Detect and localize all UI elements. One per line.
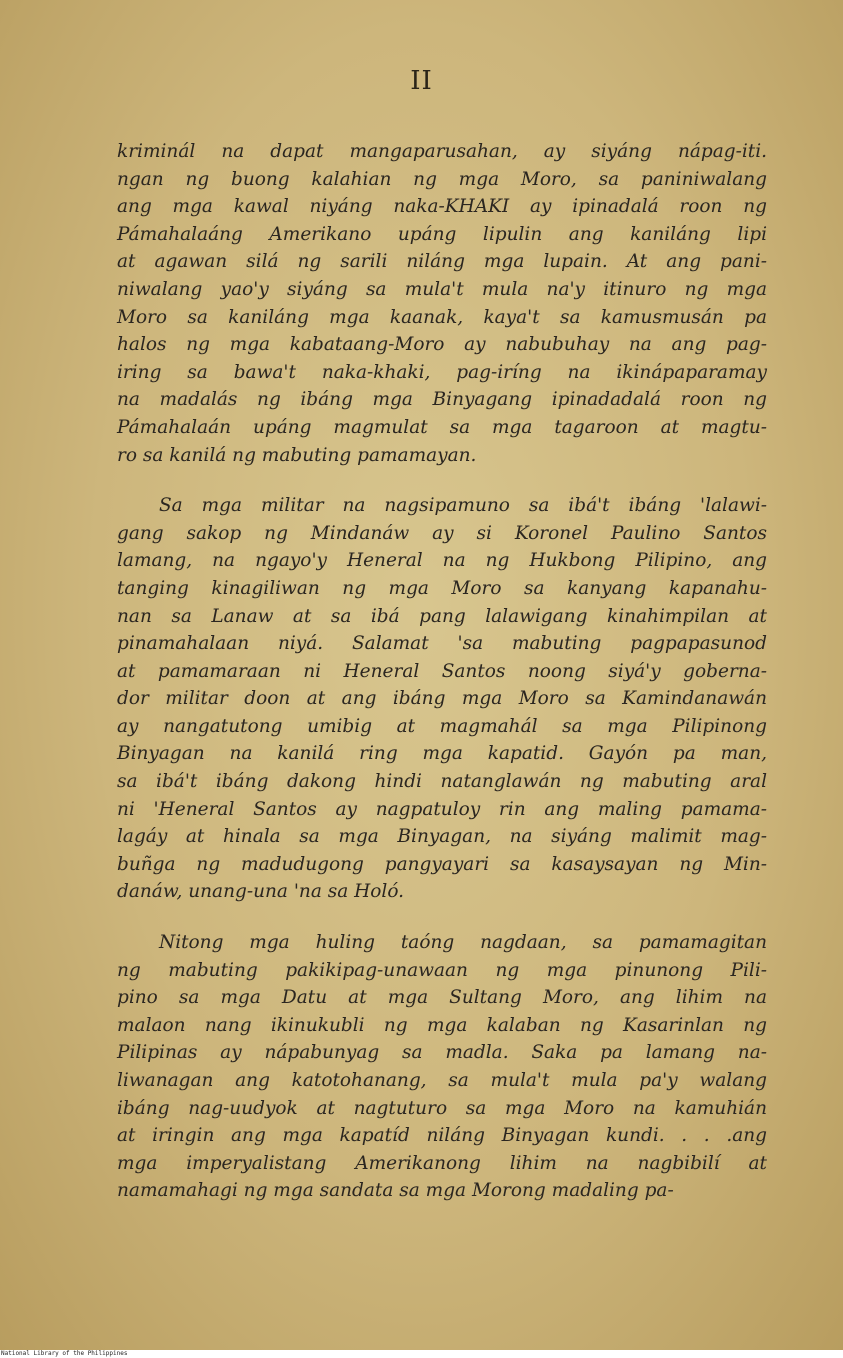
text-line: danáw, unang-una 'na sa Holó. [117, 881, 405, 903]
text-line: Moro sa kaniláng mga kaanak, kaya't sa kamusmusán pa [117, 306, 767, 328]
text-line: sa ibá't ibáng dakong hindi natanglawán ng mabuting aral [117, 771, 767, 793]
footer-credit: National Library of the Philippines [1, 1350, 128, 1357]
text-line: halos ng mga kabataang-Moro ay nabubuhay na ang pag- [117, 334, 767, 356]
text-line: ro sa kanilá ng mabuting pamamayan. [117, 444, 477, 466]
text-line: mga imperyalistang Amerikanong lihim na nagbibilí at [117, 1152, 767, 1174]
text-line: namamahagi ng mga sandata sa mga Morong madaling pa- [117, 1180, 674, 1202]
text-line: at agawan silá ng sarili niláng mga lupain. At ang pani- [117, 251, 767, 273]
paragraph [117, 138, 767, 469]
text-line: Nitong mga huling taóng nagdaan, sa pamamagitan [159, 932, 767, 954]
text-line: ng mabuting pakikipag-unawaan ng mga pinunong Pili- [117, 959, 767, 981]
text-line: Binyagan na kanilá ring mga kapatid. Gayón pa man, [117, 743, 767, 765]
text-line: niwalang yao'y siyáng sa mula't mula na'y itinuro ng mga [117, 278, 767, 300]
text-line: Pámahalaáng Amerikano upáng lipulin ang kaniláng lipi [117, 223, 767, 245]
text-line: dor militar doon at ang ibáng mga Moro sa Kamindanawán [117, 688, 767, 710]
text-line: Sa mga militar na nagsipamuno sa ibá't ibáng 'lalawi- [159, 495, 767, 517]
text-line: nan sa Lanaw at sa ibá pang lalawigang kinahimpilan at [117, 605, 767, 627]
text-line: pino sa mga Datu at mga Sultang Moro, ang lihim na [117, 987, 767, 1009]
text-line: ay nangatutong umibig at magmahál sa mga Pilipinong [117, 715, 767, 737]
page-number: II [410, 66, 433, 96]
paragraph-gap [117, 469, 767, 492]
text-line: ni 'Heneral Santos ay nagpatuloy rin ang maling pamama- [117, 798, 767, 820]
text-line: lamang, na ngayo'y Heneral na ng Hukbong Pilipino, ang [117, 550, 767, 572]
text-line: Pilipinas ay nápabunyag sa madla. Saka pa lamang na- [117, 1042, 767, 1064]
text-line: at iringin ang mga kapatíd niláng Binyagan kundi. . . .ang [117, 1125, 767, 1147]
paragraph [117, 929, 767, 1205]
text-line: tanging kinagiliwan ng mga Moro sa kanyang kapanahu- [117, 577, 767, 599]
text-line: malaon nang ikinukubli ng mga kalaban ng Kasarinlan ng [117, 1014, 767, 1036]
text-line: ngan ng buong kalahian ng mga Moro, sa paniniwalang [117, 168, 767, 190]
text-line: Pámahalaán upáng magmulat sa mga tagaroon at magtu- [117, 416, 767, 438]
text-line: at pamamaraan ni Heneral Santos noong siyá'y goberna- [117, 660, 767, 682]
text-line: na madalás ng ibáng mga Binyagang ipinadadalá roon ng [117, 389, 767, 411]
text-line: buñga ng madudugong pangyayari sa kasaysayan ng Min- [117, 853, 767, 875]
text-line: gang sakop ng Mindanáw ay si Koronel Paulino Santos [117, 522, 767, 544]
text-line: kriminál na dapat mangaparusahan, ay siyáng nápag-iti. [117, 141, 767, 162]
text-line: iring sa bawa't naka-khaki, pag-iríng na ikinápaparamay [117, 361, 767, 383]
footer-strip [0, 1350, 843, 1358]
text-line: liwanagan ang katotohanang, sa mula't mula pa'y walang [117, 1070, 767, 1091]
text-line: ibáng nag-uudyok at nagtuturo sa mga Moro na kamuhián [117, 1097, 767, 1119]
body-text [117, 138, 767, 1205]
text-line: pinamahalaan niyá. Salamat 'sa mabuting pagpapasunod [117, 633, 767, 655]
paragraph-gap [117, 906, 767, 929]
paragraph [117, 492, 767, 906]
text-line: ang mga kawal niyáng naka-KHAKI ay ipinadalá roon ng [117, 196, 767, 218]
text-line: lagáy at hinala sa mga Binyagan, na siyáng malimit mag- [117, 826, 767, 848]
